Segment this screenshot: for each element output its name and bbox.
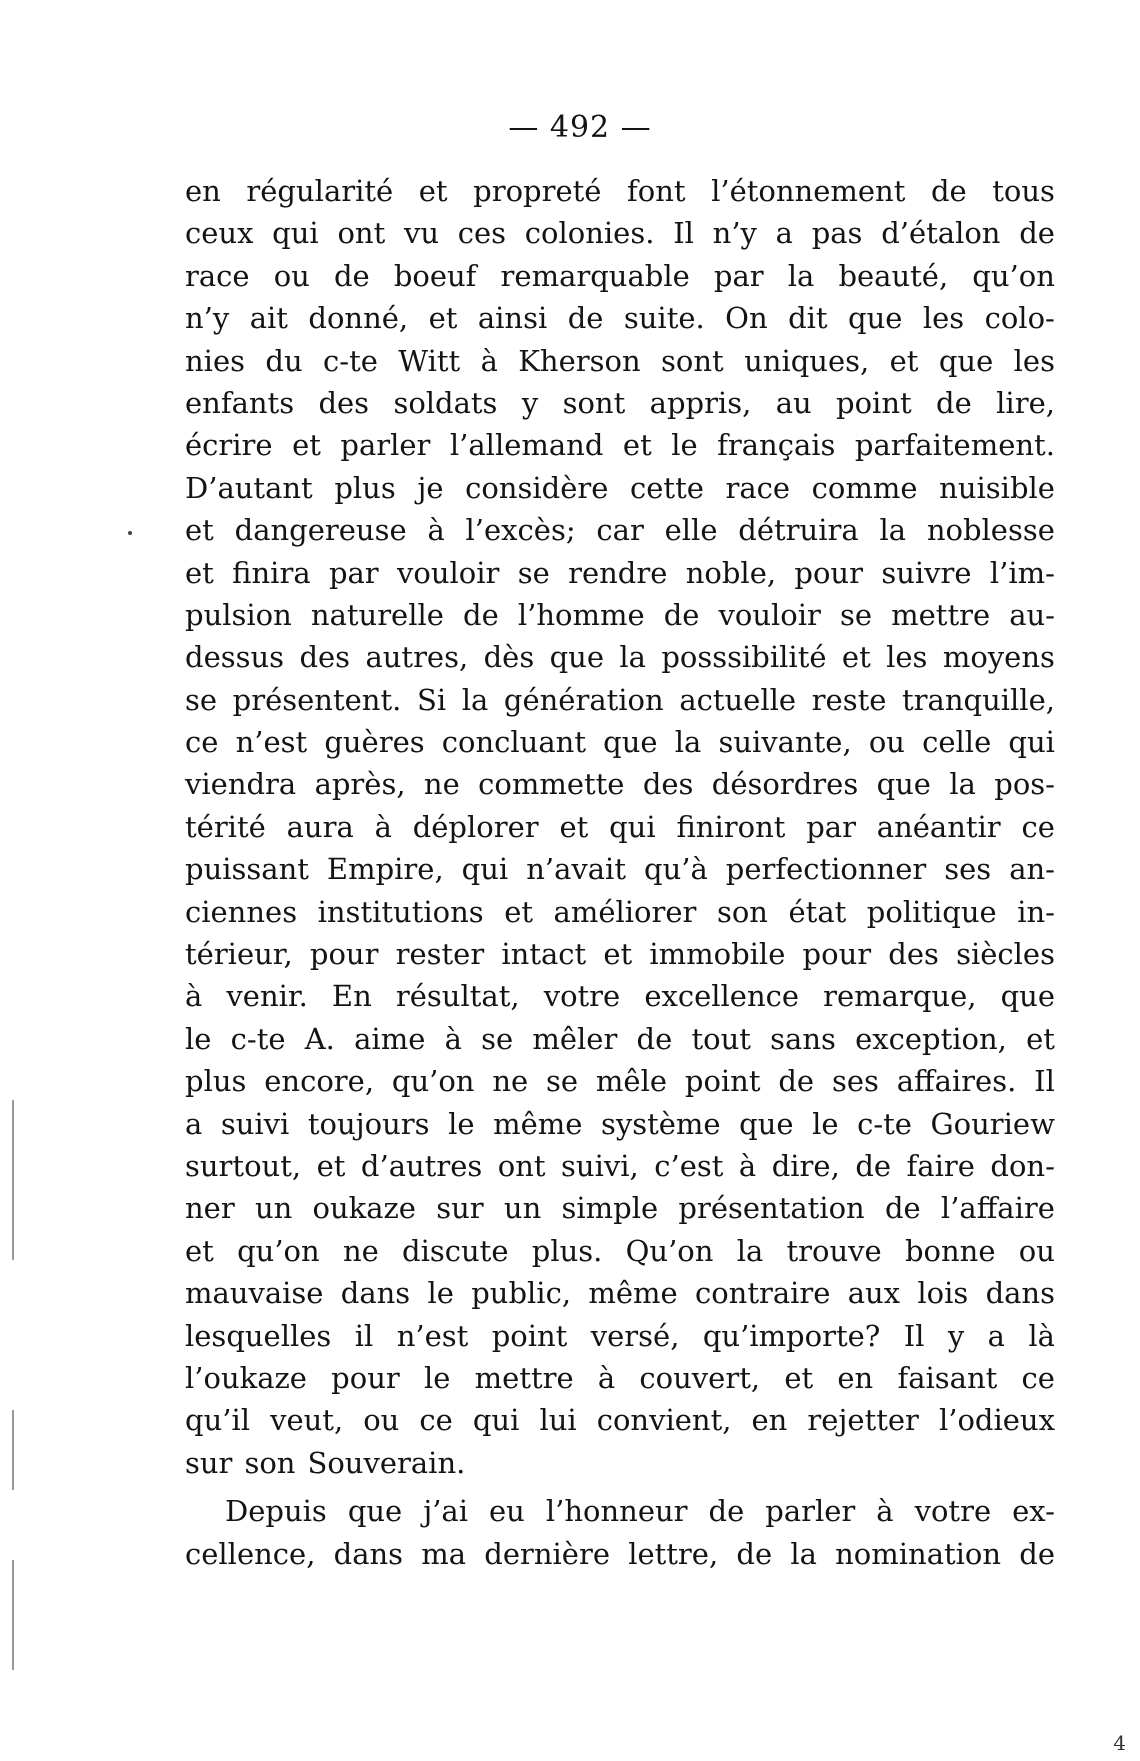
text-line: pulsion naturelle de l’homme de vouloir se mettre au-	[185, 597, 1055, 632]
text-line: nies du c-te Witt à Kherson sont uniques, et que les	[185, 343, 1055, 378]
text-line: ceux qui ont vu ces colonies. Il n’y a pas d’étalon de	[185, 216, 1055, 251]
page-number: — 492 —	[508, 110, 652, 145]
text-line: qu’il veut, ou ce qui lui convient, en rejetter l’odieux	[185, 1403, 1055, 1438]
text-line: n’y ait donné, et ainsi de suite. On dit que les colo-	[185, 301, 1055, 336]
text-line: sur son Souverain.	[185, 1445, 466, 1480]
text-line: l’oukaze pour le mettre à couvert, et en faisant ce	[185, 1360, 1055, 1395]
corner-mark: 4	[1113, 1731, 1126, 1755]
text-line: viendra après, ne commette des désordres que la pos-	[185, 767, 1055, 802]
text-line: le c-te A. aime à se mêler de tout sans exception, et	[185, 1021, 1055, 1056]
text-line: race ou de boeuf remarquable par la beauté, qu’on	[185, 258, 1055, 293]
text-line: ciennes institutions et améliorer son état politique in-	[185, 894, 1055, 929]
text-line: surtout, et d’autres ont suivi, c’est à dire, de faire don-	[185, 1148, 1055, 1183]
text-line: Depuis que j’ai eu l’honneur de parler à votre ex-	[225, 1494, 1055, 1529]
text-line: puissant Empire, qui n’avait qu’à perfectionner ses an-	[185, 852, 1055, 887]
text-line: lesquelles il n’est point versé, qu’importe? Il y a là	[185, 1318, 1055, 1353]
margin-line-mark	[12, 1410, 14, 1490]
text-line: mauvaise dans le public, même contraire aux lois dans	[185, 1276, 1055, 1311]
text-line: térité aura à déplorer et qui finiront par anéantir ce	[185, 809, 1055, 844]
body-text	[185, 170, 1055, 1575]
text-line: à venir. En résultat, votre excellence remarque, que	[185, 979, 1055, 1014]
text-line: plus encore, qu’on ne se mêle point de ses affaires. Il	[185, 1064, 1055, 1099]
text-line: dessus des autres, dès que la posssibilité et les moyens	[185, 640, 1055, 675]
margin-line-mark	[12, 1560, 14, 1670]
text-line: se présentent. Si la génération actuelle reste tranquille,	[185, 682, 1055, 717]
margin-dot	[128, 531, 132, 535]
text-line: en régularité et propreté font l’étonnement de tous	[185, 174, 1055, 208]
text-line: a suivi toujours le même système que le c-te Gouriew	[185, 1106, 1055, 1141]
text-line: écrire et parler l’allemand et le français parfaitement.	[185, 428, 1055, 463]
margin-line-mark	[12, 1100, 14, 1260]
text-line: D’autant plus je considère cette race comme nuisible	[185, 470, 1055, 505]
text-line: et qu’on ne discute plus. Qu’on la trouve bonne ou	[185, 1233, 1055, 1268]
text-line: ce n’est guères concluant que la suivante, ou celle qui	[185, 725, 1055, 760]
text-line: et dangereuse à l’excès; car elle détruira la noblesse	[185, 513, 1055, 548]
text-line: ner un oukaze sur un simple présentation de l’affaire	[185, 1191, 1055, 1226]
text-line: et finira par vouloir se rendre noble, pour suivre l’im-	[185, 555, 1055, 590]
text-line: cellence, dans ma dernière lettre, de la nomination de	[185, 1536, 1055, 1571]
text-line: térieur, pour rester intact et immobile pour des siècles	[185, 937, 1055, 972]
text-line: enfants des soldats y sont appris, au point de lire,	[185, 385, 1055, 420]
